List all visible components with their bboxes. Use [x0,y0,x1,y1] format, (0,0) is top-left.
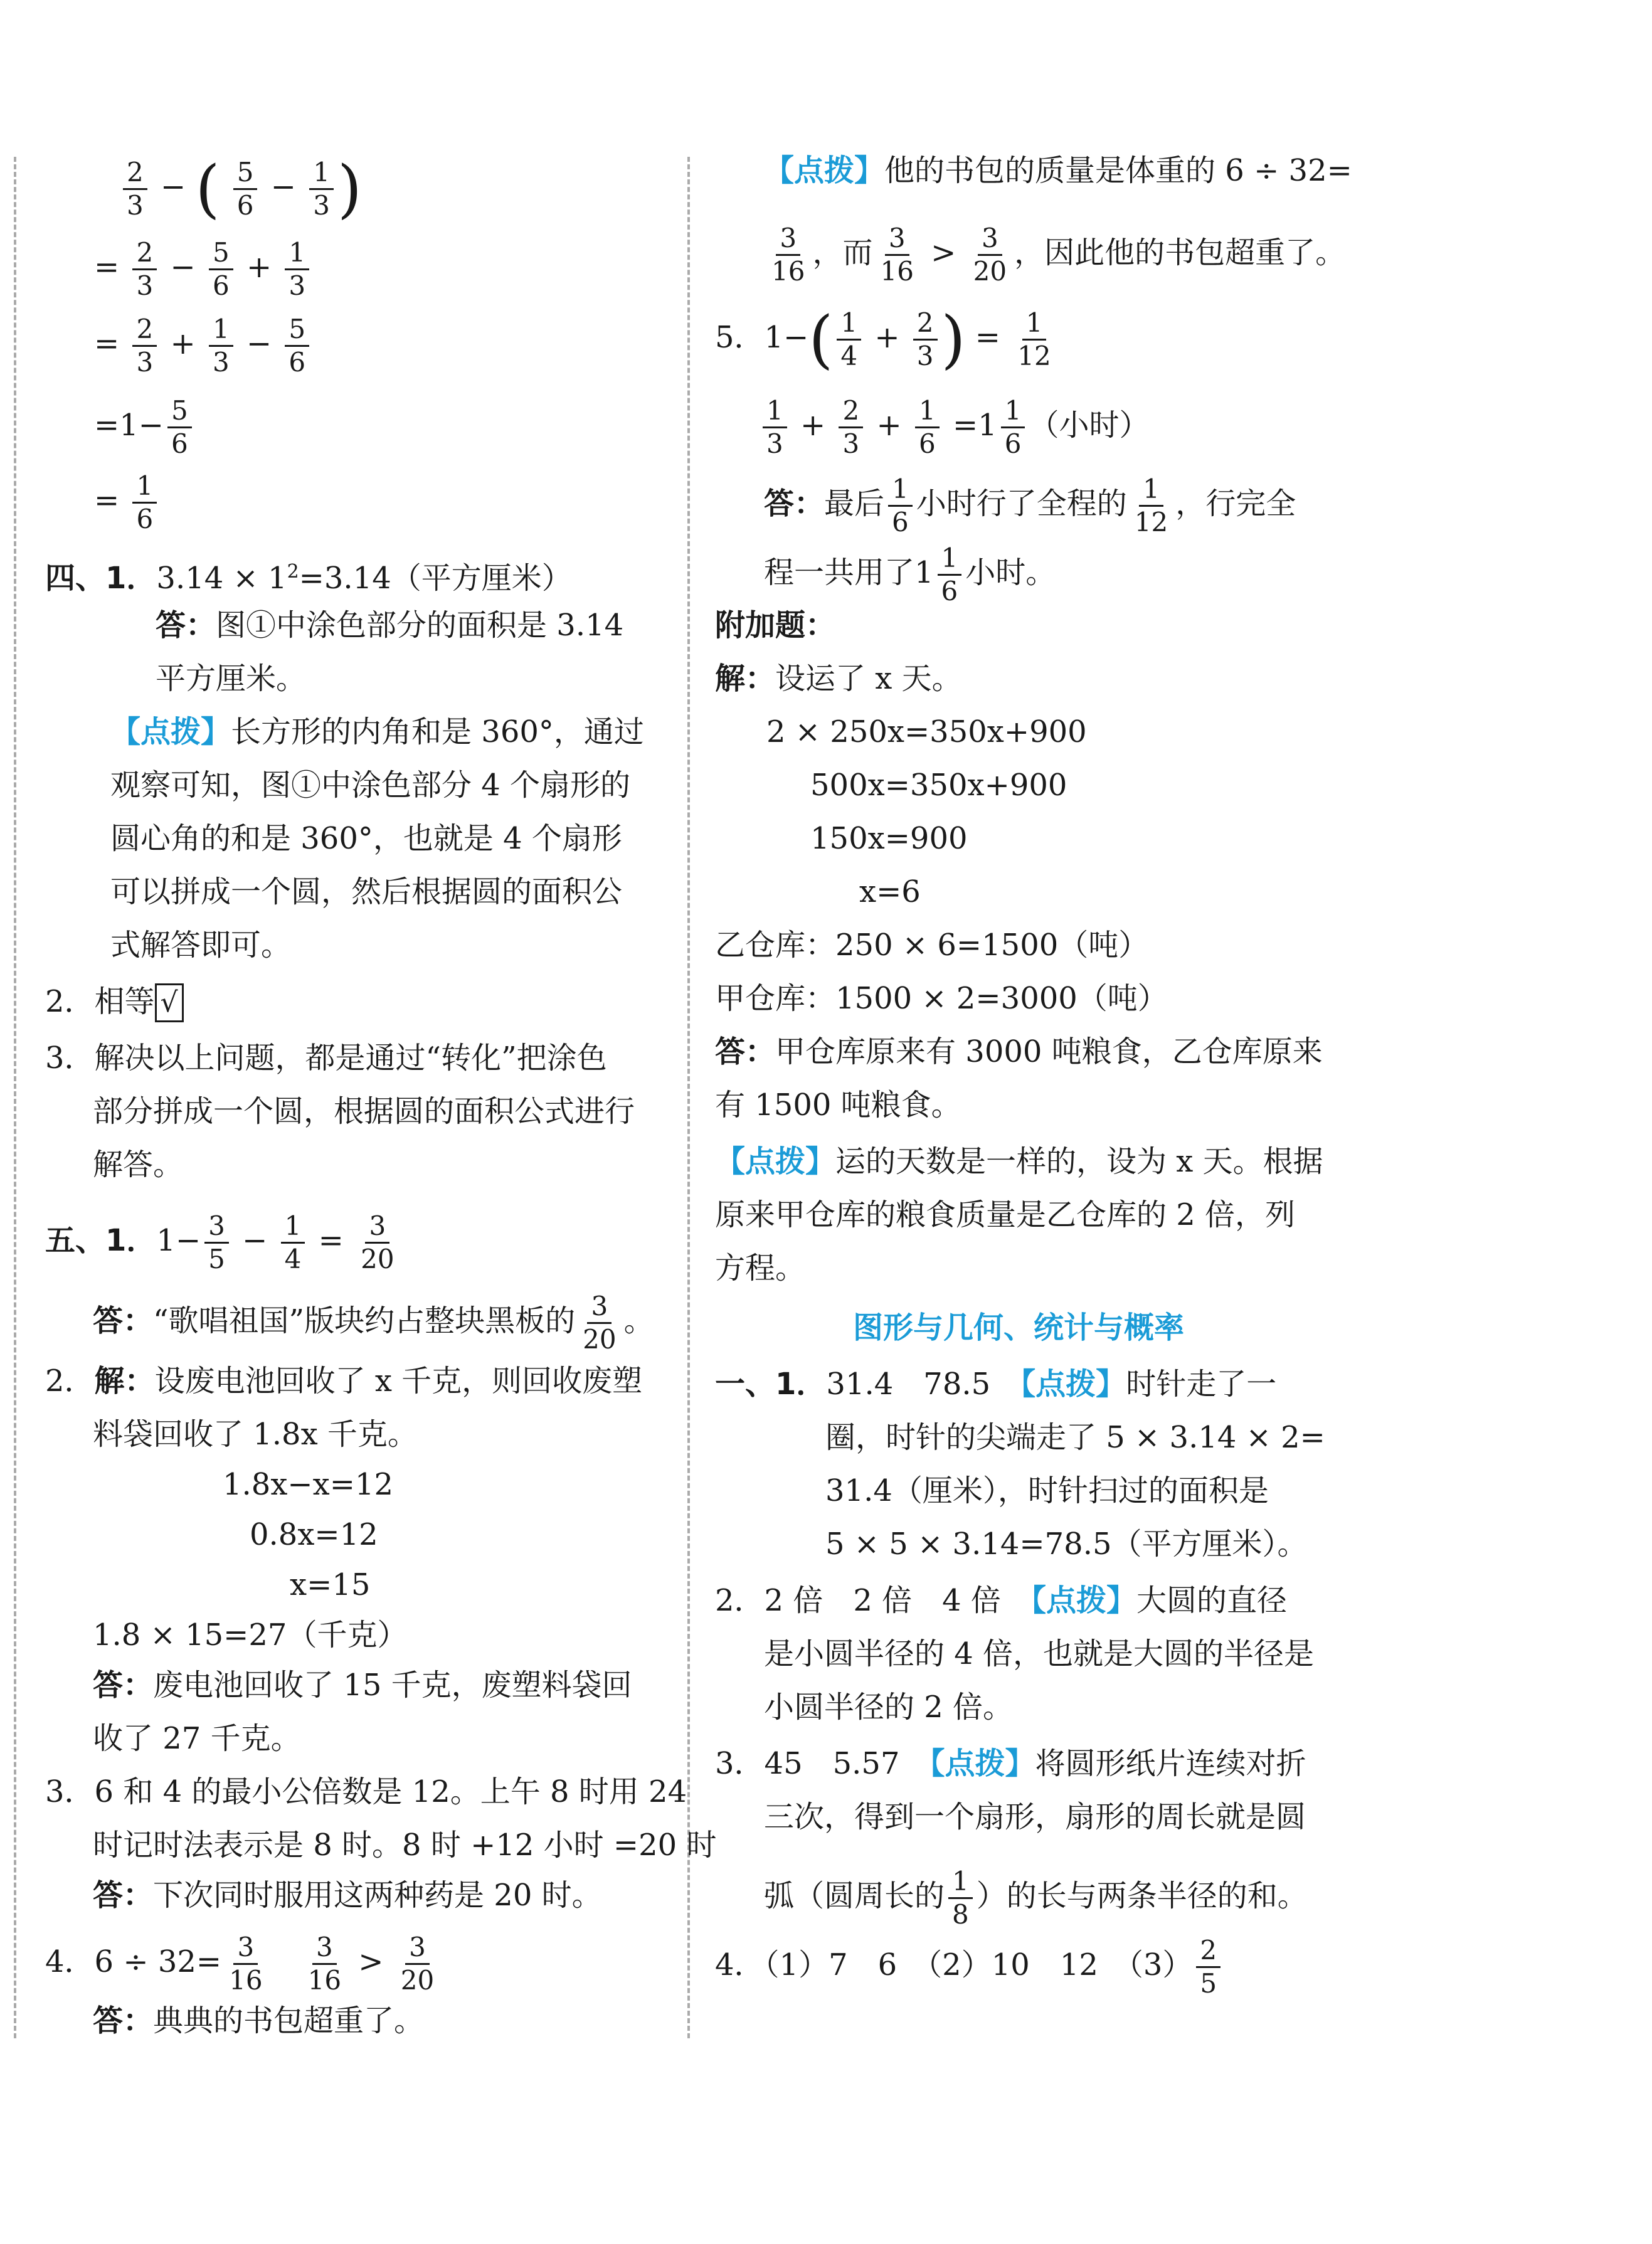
extra-eq-1: 2 × 250x=350x+900 [766,714,1087,749]
s5-q2-eq4: 1.8 × 15=27（千克） [93,1617,408,1653]
fraction: $\frac{1}{3}$ [309,157,334,221]
fraction: $\frac{2}{3}$ [913,307,938,372]
geo-q1-2: 圈，时针的尖端走了 5 × 3.14 × 2= [825,1420,1325,1455]
fraction: $\frac{3}{16}$ [880,223,914,287]
fraction: $\frac{3}{16}$ [229,1932,263,1996]
s4-q3-1: 3．解决以上问题，都是通过“转化”把涂色 [45,1040,607,1076]
r-hint-2: $\frac{3}{16}$ ，而 $\frac{3}{16}$ > $\frac{3}{20}$ ，因此他的书包超重了。 [764,223,1345,287]
s5-q4-ans: 答：典典的书包超重了。 [93,2003,425,2038]
section-title-geometry: 图形与几何、统计与概率 [853,1310,1185,1345]
geo-q2-3: 小圆半径的 2 倍。 [764,1690,1014,1725]
s4-hint-1: 【点拨】长方形的内角和是 360°，通过 [110,714,644,749]
s5-q2-ans-2: 收了 27 千克。 [93,1721,301,1756]
geo-q3-1: 3．45 5.57 【点拨】将圆形纸片连续对折 [715,1746,1306,1781]
calc-line-5: = $\frac{1}{6}$ [94,470,161,535]
s4-hint-4: 可以拼成一个圆，然后根据圆的面积公 [110,874,623,909]
geo-q3-2: 三次，得到一个扇形，扇形的周长就是圆 [764,1799,1306,1834]
geo-q1-4: 5 × 5 × 3.14=78.5（平方厘米）。 [825,1527,1308,1562]
extra-ans-1: 答：甲仓库原来有 3000 吨粮食，乙仓库原来 [715,1034,1323,1069]
fraction: $\frac{5}{6}$ [167,395,192,460]
calc-line-2: = $\frac{2}{3}$ − $\frac{5}{6}$ + $\frac{1}{3}$ [94,237,313,302]
fraction: $\frac{1}{3}$ [763,395,787,460]
extra-sol: 解：设运了 x 天。 [715,661,962,696]
left-margin-line [14,157,16,2038]
fraction: $\frac{1}{3}$ [285,237,309,302]
fraction: $\frac{1}{3}$ [209,314,233,378]
extra-eq-5: 乙仓库：250 × 6=1500（吨） [715,928,1149,963]
s5-q3-1: 3．6 和 4 的最小公倍数是 12。上午 8 时用 24 [45,1774,687,1809]
calc-line-1: $\frac{2}{3}$ − ( $\frac{5}{6}$ − $\frac{1}{3}$ ) [119,157,362,221]
s4-hint-3: 圆心角的和是 360°，也就是 4 个扇形 [110,821,622,856]
s4-ans-2: 平方厘米。 [156,661,307,696]
fraction: $\frac{2}{3}$ [132,237,157,302]
extra-eq-3: 150x=900 [810,821,968,856]
s5-q2-2: 料袋回收了 1.8x 千克。 [93,1417,418,1452]
fraction: $\frac{3}{16}$ [771,223,805,287]
fraction: $\frac{2}{3}$ [123,157,147,221]
s5-q3-2: 时记时法表示是 8 时。8 时 +12 小时 =20 时 [93,1828,717,1863]
s4-q1: 四、1．$3.14 \times 1^2=3.14$（平方厘米） [45,561,572,596]
calc-line-3: = $\frac{2}{3}$ + $\frac{1}{3}$ − $\frac{5}{6}$ [94,314,313,378]
fraction: $\frac{5}{6}$ [233,157,258,221]
fraction: $\frac{3}{20}$ [400,1932,435,1996]
q5-ans-1: 答：最后 $\frac{1}{6}$ 小时行了全程的 $\frac{1}{12}$ ，行完全 [764,474,1296,537]
fraction: $\frac{1}{4}$ [837,307,861,372]
s5-q4: 4．6 ÷ 32= $\frac{3}{16}$ $\frac{3}{16}$ > $\frac{3}{20}$ [45,1932,442,1996]
fraction: $\frac{3}{5}$ [204,1210,229,1275]
fraction: $\frac{1}{8}$ [948,1866,973,1930]
s4-q2: 2．相等 √ [45,982,184,1022]
extra-title: 附加题： [715,608,836,643]
fraction: $\frac{5}{6}$ [285,314,309,378]
calc-line-4: =1− $\frac{5}{6}$ [94,395,196,460]
fraction: $\frac{1}{12}$ [1134,474,1168,537]
q5-line-2: $\frac{1}{3}$ + $\frac{2}{3}$ + $\frac{1}{6}$ =1 $\frac{1}{6}$ （小时） [759,395,1149,460]
fraction: $\frac{2}{3}$ [839,395,863,460]
s5-q2-1: 2．解：设废电池回收了 x 千克，则回收废塑 [45,1363,643,1399]
geo-q4: 4．（1）7 6 （2）10 12 （3） $\frac{2}{5}$ [715,1935,1224,1999]
s5-q3-ans: 答：下次同时服用这两种药是 20 时。 [93,1878,602,1913]
fraction: $\frac{3}{20}$ [583,1291,617,1355]
fraction: $\frac{5}{6}$ [209,237,233,302]
extra-eq-4: x=6 [859,874,921,909]
r-hint-1: 【点拨】他的书包的质量是体重的 6 ÷ 32= [764,153,1352,188]
fraction: $\frac{3}{20}$ [361,1210,394,1274]
check-mark-icon: √ [155,983,184,1022]
extra-hint-1: 【点拨】运的天数是一样的，设为 x 天。根据 [715,1144,1323,1179]
fraction: $\frac{1}{6}$ [1001,395,1025,460]
geo-q1-3: 31.4（厘米），时针扫过的面积是 [825,1473,1269,1508]
s5-q2-ans-1: 答：废电池回收了 15 千克，废塑料袋回 [93,1668,632,1703]
geo-q2-1: 2．2 倍 2 倍 4 倍 【点拨】大圆的直径 [715,1583,1287,1618]
s4-q3-3: 解答。 [93,1147,184,1182]
fraction: $\frac{1}{6}$ [938,542,962,607]
s5-q2-eq2: 0.8x=12 [250,1517,378,1552]
fraction: $\frac{1}{4}$ [281,1210,305,1275]
s4-hint-2: 观察可知，图①中涂色部分 4 个扇形的 [110,768,631,803]
fraction: $\frac{1}{6}$ [132,470,157,535]
fraction: $\frac{1}{12}$ [1017,307,1051,371]
geo-q3-3: 弧（圆周长的 $\frac{1}{8}$ ）的长与两条半径的和。 [764,1866,1308,1930]
s4-q3-2: 部分拼成一个圆，根据圆的面积公式进行 [93,1094,635,1129]
s5-q2-eq3: x=15 [290,1567,371,1602]
geo-q2-2: 是小圆半径的 4 倍，也就是大圆的半径是 [764,1636,1315,1671]
column-divider [687,157,690,2038]
fraction: $\frac{2}{5}$ [1196,1935,1220,1999]
extra-hint-2: 原来甲仓库的粮食质量是乙仓库的 2 倍，列 [715,1197,1296,1232]
fraction: $\frac{2}{3}$ [132,314,157,378]
fraction: $\frac{3}{20}$ [973,223,1007,287]
s4-hint-5: 式解答即可。 [110,928,292,963]
extra-eq-2: 500x=350x+900 [810,768,1067,803]
q5-ans-2: 程一共用了1 $\frac{1}{6}$ 小时。 [764,542,1056,606]
extra-ans-2: 有 1500 吨粮食。 [715,1088,961,1123]
extra-eq-6: 甲仓库：1500 × 2=3000（吨） [715,981,1168,1016]
s5-q1: 五、1．1− $\frac{3}{5}$ − $\frac{1}{4}$ = $\frac{3}{20}$ [45,1210,402,1275]
fraction: $\frac{1}{6}$ [915,395,940,460]
s5-q1-ans: 答：“歌唱祖国”版块约占整块黑板的 $\frac{3}{20}$ 。 [93,1291,654,1355]
fraction: $\frac{3}{16}$ [307,1932,342,1996]
s5-q2-eq1: 1.8x−x=12 [223,1467,393,1502]
geo-q1-1: 一、1．31.4 78.5 【点拨】时针走了一 [715,1367,1277,1402]
q5-line-1: 5．1−( $\frac{1}{4}$ + $\frac{2}{3}$ ) = $\frac{1}{12}$ [715,307,1059,372]
s4-ans-1: 答：图①中涂色部分的面积是 3.14 [156,608,624,643]
fraction: $\frac{1}{6}$ [888,474,913,538]
extra-hint-3: 方程。 [715,1251,806,1286]
